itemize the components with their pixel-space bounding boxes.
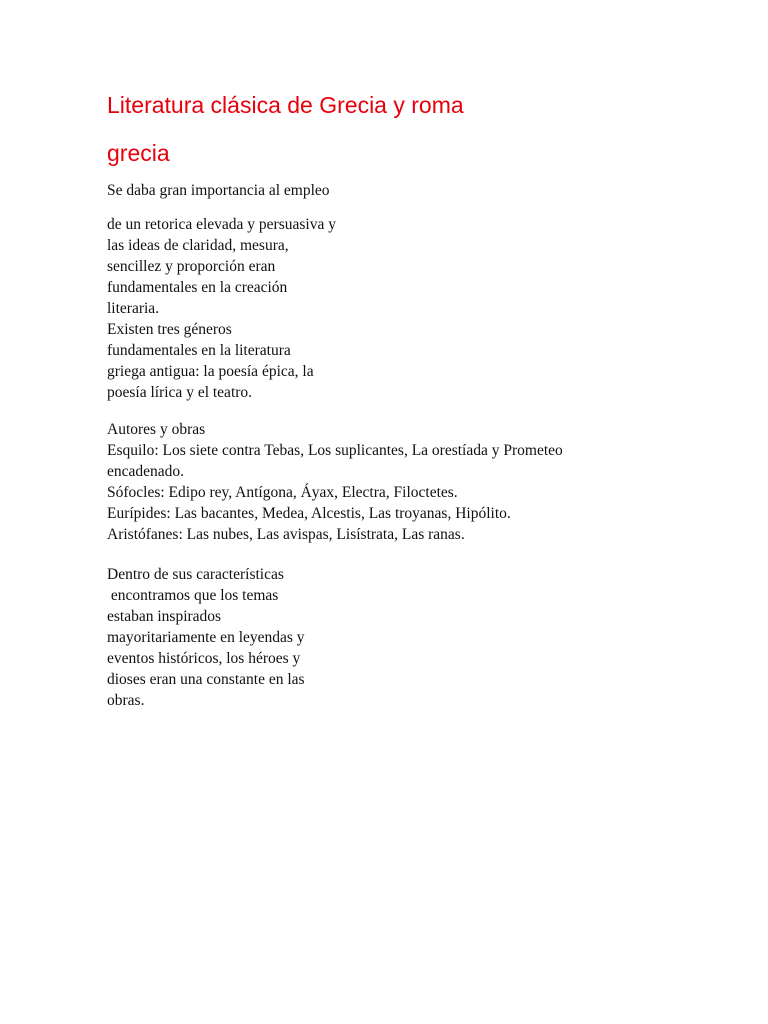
text-line: poesía lírica y el teatro.	[107, 384, 253, 401]
text-line: estaban inspirados	[107, 608, 222, 625]
text-line: dioses eran una constante en las	[107, 671, 305, 688]
intro-text: Se daba gran importancia al empleo	[107, 182, 330, 199]
author-entry-esquilo-cont: encadenado.	[107, 463, 185, 480]
text-line: encontramos que los temas	[107, 587, 279, 604]
author-entry-esquilo: Esquilo: Los siete contra Tebas, Los suplicantes, La orestíada y Prometeo	[107, 442, 563, 459]
author-entry-euripides: Eurípides: Las bacantes, Medea, Alcestis, Las troyanas, Hipólito.	[107, 505, 511, 522]
document-title: Literatura clásica de Grecia y roma	[107, 92, 464, 118]
text-line: Existen tres géneros	[107, 321, 232, 338]
text-line: eventos históricos, los héroes y	[107, 650, 301, 667]
author-entry-sofocles: Sófocles: Edipo rey, Antígona, Áyax, Electra, Filoctetes.	[107, 484, 458, 501]
text-line: griega antigua: la poesía épica, la	[107, 363, 314, 380]
text-line: las ideas de claridad, mesura,	[107, 237, 289, 254]
text-line: obras.	[107, 692, 145, 709]
author-entry-aristofanes: Aristófanes: Las nubes, Las avispas, Lisístrata, Las ranas.	[107, 526, 465, 543]
text-line: fundamentales en la creación	[107, 279, 288, 296]
text-line: literaria.	[107, 300, 160, 317]
text-line: sencillez y proporción eran	[107, 258, 276, 275]
paragraph-themes	[107, 564, 305, 711]
paragraph-characteristics	[107, 214, 336, 403]
section-heading: grecia	[107, 140, 170, 166]
text-line: Dentro de sus características	[107, 566, 284, 583]
text-line: fundamentales en la literatura	[107, 342, 291, 359]
authors-and-works	[107, 419, 563, 545]
text-line: mayoritariamente en leyendas y	[107, 629, 305, 646]
authors-heading: Autores y obras	[107, 421, 206, 438]
text-line: de un retorica elevada y persuasiva y	[107, 216, 336, 233]
